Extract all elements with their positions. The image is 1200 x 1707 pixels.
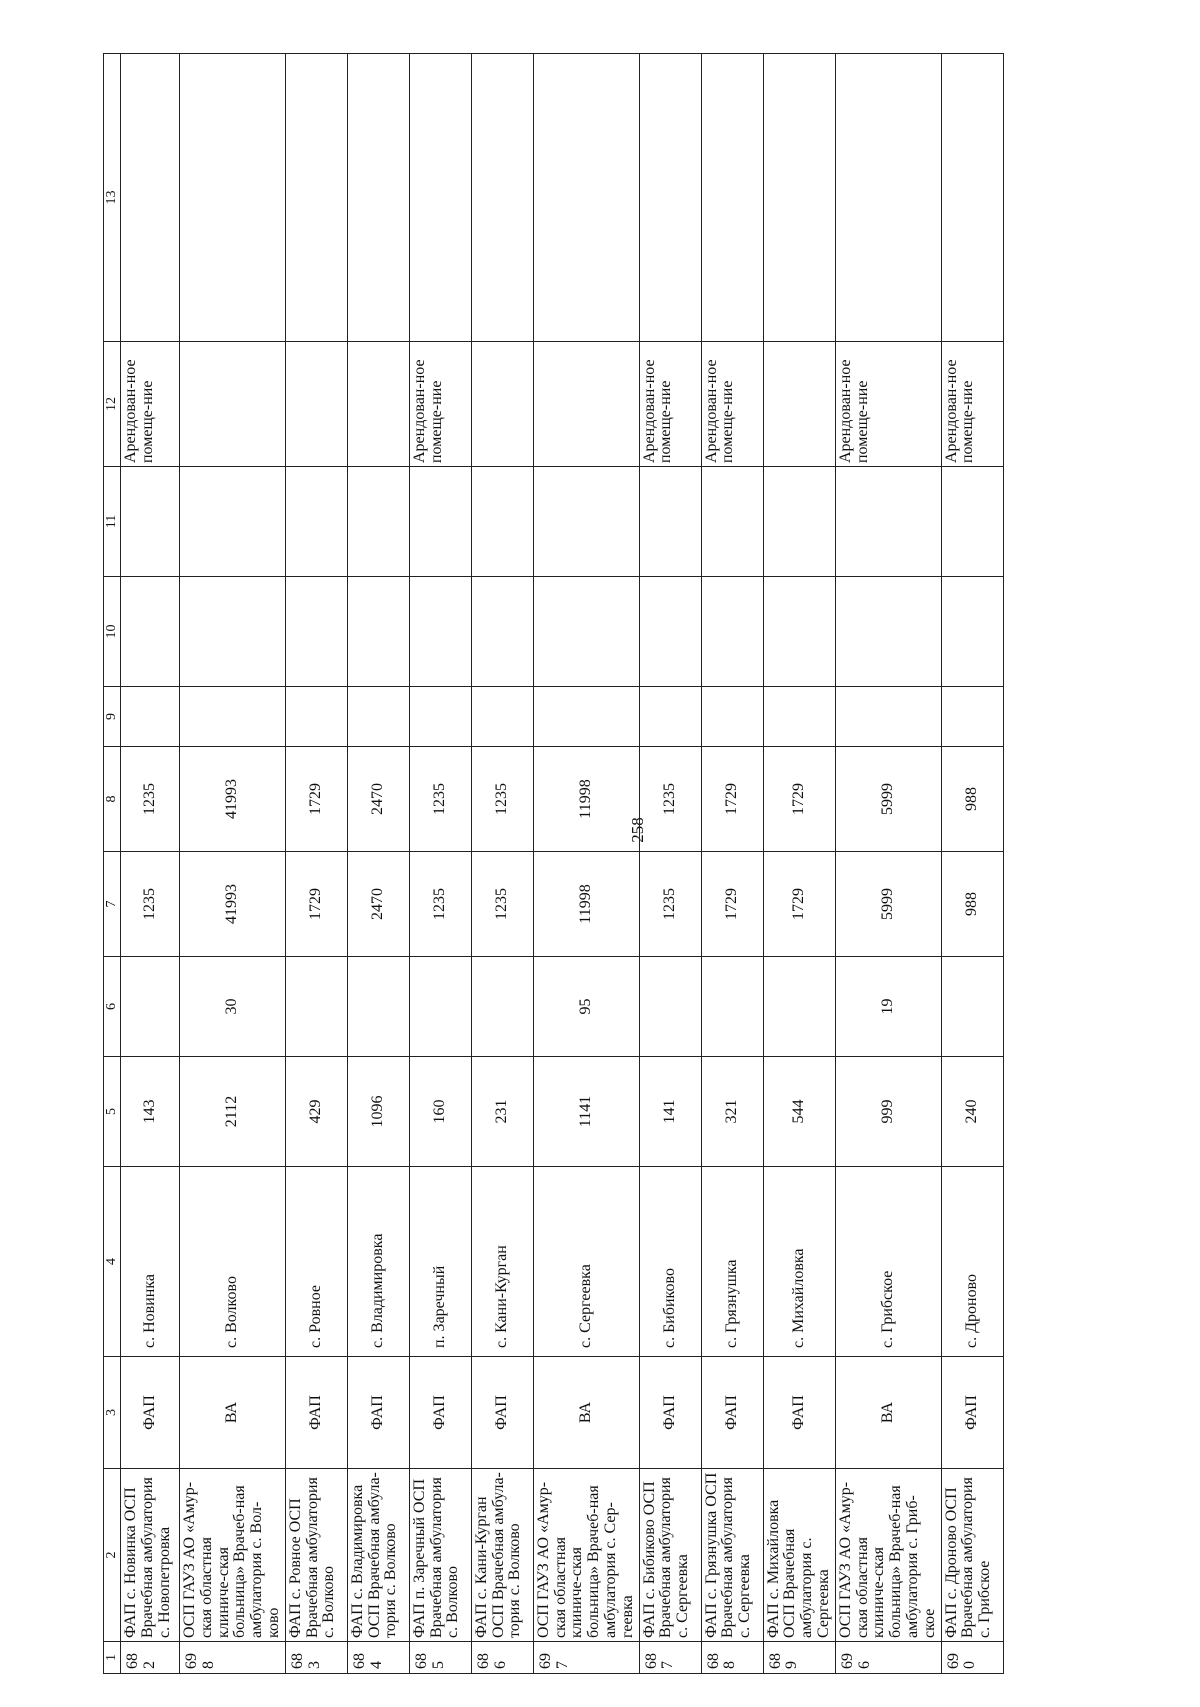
table-cell-col-8: 988 bbox=[941, 747, 1003, 852]
table-cell-col-4: с. Грязнушка bbox=[701, 1167, 763, 1357]
table-cell-col-13 bbox=[285, 54, 347, 342]
table-cell-col-9 bbox=[763, 687, 835, 747]
table-cell-col-2: ФАП с. Ровное ОСП Врачебная амбулатория с. Волково bbox=[285, 1469, 347, 1642]
table-cell-col-11 bbox=[409, 467, 471, 577]
table-row bbox=[533, 54, 639, 1674]
table-cell-col-11 bbox=[285, 467, 347, 577]
table-cell-col-8: 1235 bbox=[409, 747, 471, 852]
table-cell-col-5: 141 bbox=[639, 1057, 701, 1167]
table-cell-col-6 bbox=[701, 957, 763, 1057]
table-cell-col-1: 688 bbox=[701, 1642, 763, 1674]
table-cell-col-3: ФАП bbox=[285, 1357, 347, 1469]
table-cell-col-11 bbox=[701, 467, 763, 577]
column-number-cell: 1 bbox=[104, 1642, 121, 1674]
table-row bbox=[409, 54, 471, 1674]
table-cell-col-8: 1235 bbox=[471, 747, 533, 852]
table-cell-col-3: ВА bbox=[180, 1357, 286, 1469]
table-cell-col-9 bbox=[835, 687, 941, 747]
table-cell-col-9 bbox=[941, 687, 1003, 747]
table-cell-col-1: 685 bbox=[409, 1642, 471, 1674]
table-row bbox=[121, 54, 180, 1674]
facilities-table bbox=[103, 53, 1004, 1674]
table-cell-col-6 bbox=[121, 957, 180, 1057]
table-cell-col-10 bbox=[763, 577, 835, 687]
table-cell-col-5: 240 bbox=[941, 1057, 1003, 1167]
table-cell-col-4: с. Бибиково bbox=[639, 1167, 701, 1357]
table-cell-col-1: 696 bbox=[835, 1642, 941, 1674]
table-cell-col-2: ФАП с. Бибиково ОСП Врачебная амбулатория с. Сергеевка bbox=[639, 1469, 701, 1642]
table-cell-col-11 bbox=[121, 467, 180, 577]
table-cell-col-6: 19 bbox=[835, 957, 941, 1057]
table-cell-col-3: ВА bbox=[835, 1357, 941, 1469]
table-cell-col-12 bbox=[180, 342, 286, 467]
table-cell-col-1: 698 bbox=[180, 1642, 286, 1674]
table-cell-col-6 bbox=[639, 957, 701, 1057]
column-number-header-row bbox=[104, 54, 121, 1674]
table-cell-col-7: 5999 bbox=[835, 852, 941, 957]
table-cell-col-5: 231 bbox=[471, 1057, 533, 1167]
table-cell-col-11 bbox=[941, 467, 1003, 577]
table-cell-col-5: 1096 bbox=[347, 1057, 409, 1167]
table-cell-col-10 bbox=[941, 577, 1003, 687]
table-cell-col-4: с. Михайловка bbox=[763, 1167, 835, 1357]
table-cell-col-3: ФАП bbox=[121, 1357, 180, 1469]
table-cell-col-13 bbox=[639, 54, 701, 342]
column-number-cell: 10 bbox=[104, 577, 121, 687]
table-cell-col-4: с. Новинка bbox=[121, 1167, 180, 1357]
table-cell-col-4: с. Кани-Курган bbox=[471, 1167, 533, 1357]
table-cell-col-13 bbox=[763, 54, 835, 342]
table-cell-col-13 bbox=[180, 54, 286, 342]
table-cell-col-3: ФАП bbox=[347, 1357, 409, 1469]
table-cell-col-4: с. Владимировка bbox=[347, 1167, 409, 1357]
table-cell-col-2: ФАП с. Михайловка ОСП Врачебная амбулатория с. Сергеевка bbox=[763, 1469, 835, 1642]
table-row bbox=[639, 54, 701, 1674]
table-cell-col-5: 1141 bbox=[533, 1057, 639, 1167]
table-row bbox=[180, 54, 286, 1674]
table-cell-col-6 bbox=[347, 957, 409, 1057]
table-cell-col-12 bbox=[763, 342, 835, 467]
table-cell-col-12: Арендован-ное помеще-ние bbox=[409, 342, 471, 467]
table-cell-col-4: с. Дроново bbox=[941, 1167, 1003, 1357]
table-cell-col-2: ОСП ГАУЗ АО «Амур-ская областная клиниче-ская больница» Врачеб-ная амбулатория с. Сер-геевка bbox=[533, 1469, 639, 1642]
table-cell-col-9 bbox=[121, 687, 180, 747]
table-cell-col-3: ФАП bbox=[941, 1357, 1003, 1469]
table-cell-col-10 bbox=[835, 577, 941, 687]
table-cell-col-7: 1235 bbox=[471, 852, 533, 957]
table-cell-col-11 bbox=[835, 467, 941, 577]
table-row bbox=[471, 54, 533, 1674]
table-cell-col-11 bbox=[763, 467, 835, 577]
column-number-cell: 11 bbox=[104, 467, 121, 577]
rotated-table-container bbox=[103, 54, 1105, 1674]
table-cell-col-8: 5999 bbox=[835, 747, 941, 852]
table-cell-col-12 bbox=[471, 342, 533, 467]
table-cell-col-5: 143 bbox=[121, 1057, 180, 1167]
table-cell-col-10 bbox=[180, 577, 286, 687]
table-cell-col-7: 41993 bbox=[180, 852, 286, 957]
table-cell-col-2: ФАП с. Кани-Курган ОСП Врачебная амбула-тория с. Волково bbox=[471, 1469, 533, 1642]
table-cell-col-6 bbox=[471, 957, 533, 1057]
table-cell-col-6 bbox=[941, 957, 1003, 1057]
table-cell-col-13 bbox=[533, 54, 639, 342]
table-cell-col-2: ФАП с. Владимировка ОСП Врачебная амбула-тория с. Волково bbox=[347, 1469, 409, 1642]
table-cell-col-6: 95 bbox=[533, 957, 639, 1057]
table-cell-col-7: 1235 bbox=[639, 852, 701, 957]
table-cell-col-13 bbox=[941, 54, 1003, 342]
table-cell-col-13 bbox=[347, 54, 409, 342]
table-cell-col-2: ОСП ГАУЗ АО «Амур-ская областная клиниче-ская больница» Врачеб-ная амбулатория с. Вол-ково bbox=[180, 1469, 286, 1642]
table-cell-col-7: 988 bbox=[941, 852, 1003, 957]
table-cell-col-12: Арендован-ное помеще-ние bbox=[941, 342, 1003, 467]
table-cell-col-4: с. Ровное bbox=[285, 1167, 347, 1357]
table-cell-col-8: 11998 bbox=[533, 747, 639, 852]
table-cell-col-12: Арендован-ное помеще-ние bbox=[835, 342, 941, 467]
table-cell-col-4: с. Волково bbox=[180, 1167, 286, 1357]
table-cell-col-8: 1729 bbox=[763, 747, 835, 852]
table-row bbox=[285, 54, 347, 1674]
table-row bbox=[763, 54, 835, 1674]
column-number-cell: 8 bbox=[104, 747, 121, 852]
table-cell-col-9 bbox=[471, 687, 533, 747]
column-number-cell: 2 bbox=[104, 1469, 121, 1642]
table-cell-col-7: 1235 bbox=[409, 852, 471, 957]
column-number-cell: 12 bbox=[104, 342, 121, 467]
table-cell-col-10 bbox=[639, 577, 701, 687]
table-cell-col-10 bbox=[347, 577, 409, 687]
table-cell-col-11 bbox=[347, 467, 409, 577]
table-cell-col-8: 1729 bbox=[701, 747, 763, 852]
table-cell-col-5: 429 bbox=[285, 1057, 347, 1167]
table-cell-col-13 bbox=[121, 54, 180, 342]
table-cell-col-3: ФАП bbox=[471, 1357, 533, 1469]
table-row bbox=[835, 54, 941, 1674]
table-cell-col-3: ВА bbox=[533, 1357, 639, 1469]
column-number-cell: 3 bbox=[104, 1357, 121, 1469]
table-cell-col-9 bbox=[701, 687, 763, 747]
table-cell-col-2: ФАП п. Заречный ОСП Врачебная амбулатория с. Волково bbox=[409, 1469, 471, 1642]
table-cell-col-2: ФАП с. Дроново ОСП Врачебная амбулатория с. Грибское bbox=[941, 1469, 1003, 1642]
column-number-cell: 6 bbox=[104, 957, 121, 1057]
table-cell-col-9 bbox=[409, 687, 471, 747]
table-cell-col-7: 1729 bbox=[763, 852, 835, 957]
table-cell-col-10 bbox=[701, 577, 763, 687]
table-cell-col-11 bbox=[639, 467, 701, 577]
table-cell-col-10 bbox=[285, 577, 347, 687]
table-cell-col-11 bbox=[180, 467, 286, 577]
table-cell-col-12: Арендован-ное помеще-ние bbox=[701, 342, 763, 467]
table-cell-col-9 bbox=[180, 687, 286, 747]
table-cell-col-2: ФАП с. Грязнушка ОСП Врачебная амбулатория с. Сергеевка bbox=[701, 1469, 763, 1642]
table-cell-col-4: п. Заречный bbox=[409, 1167, 471, 1357]
table-cell-col-8: 2470 bbox=[347, 747, 409, 852]
table-cell-col-2: ОСП ГАУЗ АО «Амур-ская областная клиниче-ская больница» Врачеб-ная амбулатория с. Гриб-ское bbox=[835, 1469, 941, 1642]
table-cell-col-4: с. Грибское bbox=[835, 1167, 941, 1357]
table-row bbox=[347, 54, 409, 1674]
table-cell-col-13 bbox=[409, 54, 471, 342]
table-cell-col-3: ФАП bbox=[409, 1357, 471, 1469]
table-row bbox=[941, 54, 1003, 1674]
table-cell-col-1: 682 bbox=[121, 1642, 180, 1674]
table-cell-col-12 bbox=[347, 342, 409, 467]
table-cell-col-13 bbox=[835, 54, 941, 342]
table-cell-col-6 bbox=[409, 957, 471, 1057]
table-cell-col-8: 1235 bbox=[121, 747, 180, 852]
table-cell-col-11 bbox=[471, 467, 533, 577]
table-cell-col-7: 11998 bbox=[533, 852, 639, 957]
table-cell-col-3: ФАП bbox=[701, 1357, 763, 1469]
table-cell-col-3: ФАП bbox=[763, 1357, 835, 1469]
table-cell-col-1: 684 bbox=[347, 1642, 409, 1674]
table-cell-col-12: Арендован-ное помеще-ние bbox=[121, 342, 180, 467]
table-cell-col-5: 160 bbox=[409, 1057, 471, 1167]
table-cell-col-5: 999 bbox=[835, 1057, 941, 1167]
table-cell-col-5: 321 bbox=[701, 1057, 763, 1167]
table-cell-col-13 bbox=[471, 54, 533, 342]
table-cell-col-1: 689 bbox=[763, 1642, 835, 1674]
table-cell-col-13 bbox=[701, 54, 763, 342]
table-cell-col-10 bbox=[471, 577, 533, 687]
table-cell-col-1: 683 bbox=[285, 1642, 347, 1674]
table-cell-col-8: 41993 bbox=[180, 747, 286, 852]
table-cell-col-1: 686 bbox=[471, 1642, 533, 1674]
table-cell-col-10 bbox=[409, 577, 471, 687]
table-cell-col-3: ФАП bbox=[639, 1357, 701, 1469]
table-cell-col-7: 1729 bbox=[701, 852, 763, 957]
table-cell-col-1: 697 bbox=[533, 1642, 639, 1674]
table-cell-col-5: 2112 bbox=[180, 1057, 286, 1167]
table-cell-col-2: ФАП с. Новинка ОСП Врачебная амбулатория с. Новопетровка bbox=[121, 1469, 180, 1642]
column-number-cell: 4 bbox=[104, 1167, 121, 1357]
table-cell-col-6 bbox=[285, 957, 347, 1057]
table-cell-col-9 bbox=[285, 687, 347, 747]
table-cell-col-1: 687 bbox=[639, 1642, 701, 1674]
table-cell-col-7: 1235 bbox=[121, 852, 180, 957]
table-row bbox=[701, 54, 763, 1674]
table-cell-col-9 bbox=[639, 687, 701, 747]
table-cell-col-7: 1729 bbox=[285, 852, 347, 957]
table-cell-col-10 bbox=[533, 577, 639, 687]
table-cell-col-6: 30 bbox=[180, 957, 286, 1057]
table-cell-col-9 bbox=[533, 687, 639, 747]
table-cell-col-6 bbox=[763, 957, 835, 1057]
table-cell-col-9 bbox=[347, 687, 409, 747]
table-cell-col-10 bbox=[121, 577, 180, 687]
table-cell-col-8: 1729 bbox=[285, 747, 347, 852]
table-cell-col-5: 544 bbox=[763, 1057, 835, 1167]
table-cell-col-7: 2470 bbox=[347, 852, 409, 957]
table-cell-col-1: 690 bbox=[941, 1642, 1003, 1674]
page-number: 258 bbox=[628, 817, 647, 843]
column-number-cell: 7 bbox=[104, 852, 121, 957]
table-cell-col-12 bbox=[285, 342, 347, 467]
column-number-cell: 9 bbox=[104, 687, 121, 747]
table-cell-col-4: с. Сергеевка bbox=[533, 1167, 639, 1357]
table-cell-col-12 bbox=[533, 342, 639, 467]
column-number-cell: 5 bbox=[104, 1057, 121, 1167]
column-number-cell: 13 bbox=[104, 54, 121, 342]
table-cell-col-11 bbox=[533, 467, 639, 577]
table-cell-col-12: Арендован-ное помеще-ние bbox=[639, 342, 701, 467]
table-cell-col-8: 1235 bbox=[639, 747, 701, 852]
